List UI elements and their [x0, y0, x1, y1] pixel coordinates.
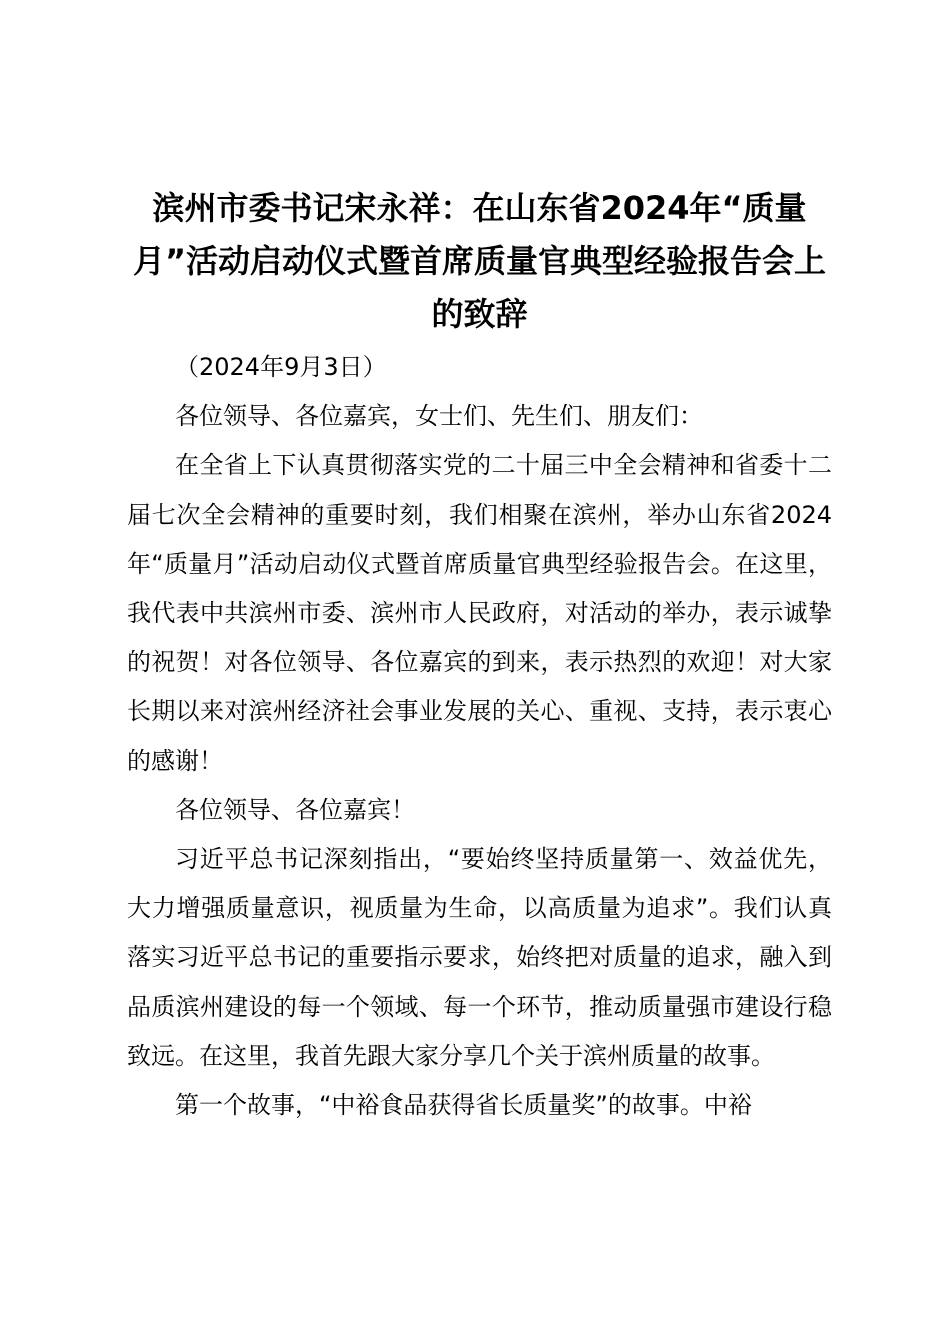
paragraph-greeting: 各位领导、各位嘉宾，女士们、先生们、朋友们：	[175, 402, 703, 431]
paragraph-address: 各位领导、各位嘉宾！	[175, 795, 415, 824]
paragraph-quality: 习近平总书记深刻指出，“要始终坚持质量第一、效益优先，大力增强质量意识，视质量为生命，以高质量为追求”。我们认真落实习近平总书记的重要指示要求，始终把对质量的追求，融入到品质滨州建设的每一个领域、每一个环节，推动质量强市建设行稳致远。在这里，我首先跟大家分享几个关于滨州质量的故事。	[127, 845, 832, 1070]
paragraph-first-story: 第一个故事，“中裕食品获得省长质量奖”的故事。中裕	[175, 1091, 752, 1120]
document-date: （2024年9月3日）	[175, 353, 387, 381]
document-title: 滨州市委书记宋永祥：在山东省2024年“质量月”活动启动仪式暨首席质量官典型经验报告会上的致辞	[132, 189, 827, 333]
paragraph-welcome: 在全省上下认真贯彻落实党的二十届三中全会精神和省委十二届七次全会精神的重要时刻，我们相聚在滨州，举办山东省2024年“质量月”活动启动仪式暨首席质量官典型经验报告会。在这里，我代表中共滨州市委、滨州市人民政府，对活动的举办，表示诚挚的祝贺！对各位领导、各位嘉宾的到来，表示热烈的欢迎！对大家长期以来对滨州经济社会事业发展的关心、重视、支持，表示衷心的感谢！	[127, 451, 832, 775]
document-body	[127, 182, 832, 1130]
